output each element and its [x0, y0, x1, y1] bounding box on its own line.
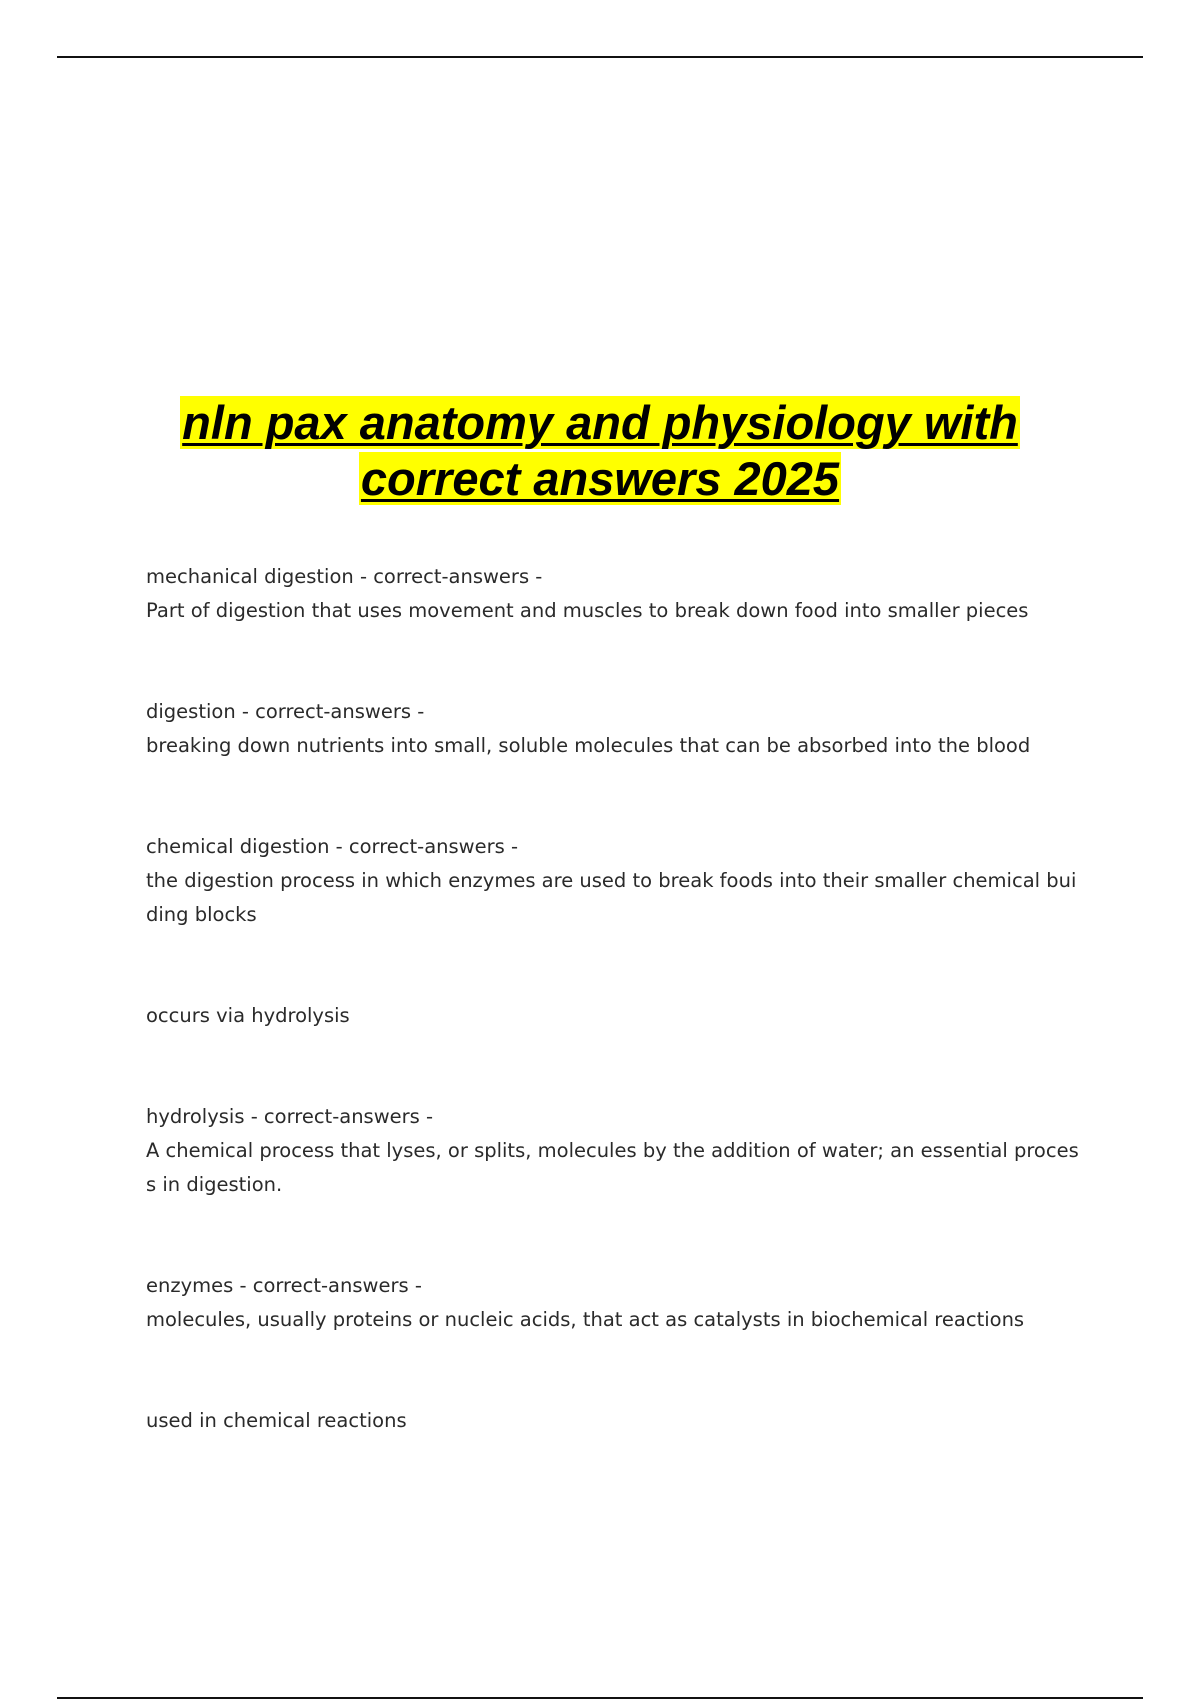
bottom-rule: [57, 1697, 1143, 1699]
qa-definition: A chemical process that lyses, or splits, molecules by the addition of water; an essential process in digestion.: [146, 1139, 1079, 1196]
qa-term: enzymes - correct-answers -: [146, 1274, 422, 1297]
qa-entry-enzymes: [146, 1269, 1081, 1337]
qa-entry-mechanical-digestion: [146, 560, 1081, 628]
title-line-2: correct answers 2025: [360, 452, 840, 505]
qa-definition: breaking down nutrients into small, soluble molecules that can be absorbed into the blood: [146, 734, 1031, 757]
qa-note: [146, 999, 1081, 1033]
qa-list: [146, 560, 1081, 1505]
qa-note-text: occurs via hydrolysis: [146, 1004, 350, 1027]
qa-entry-digestion: [146, 695, 1081, 763]
qa-note-text: used in chemical reactions: [146, 1409, 407, 1432]
qa-note: [146, 1404, 1081, 1438]
qa-term: digestion - correct-answers -: [146, 700, 425, 723]
top-rule: [57, 56, 1143, 58]
qa-definition: Part of digestion that uses movement and muscles to break down food into smaller pieces: [146, 599, 1029, 622]
title-line-1: nln pax anatomy and physiology with: [182, 396, 1018, 449]
qa-entry-hydrolysis: [146, 1100, 1081, 1202]
document-title: [100, 395, 1100, 507]
qa-entry-chemical-digestion: [146, 830, 1081, 932]
qa-term: chemical digestion - correct-answers -: [146, 835, 519, 858]
qa-term: mechanical digestion - correct-answers -: [146, 565, 543, 588]
qa-term: hydrolysis - correct-answers -: [146, 1105, 434, 1128]
qa-definition: the digestion process in which enzymes are used to break foods into their smaller chemical buiding blocks: [146, 869, 1077, 926]
qa-definition: molecules, usually proteins or nucleic acids, that act as catalysts in biochemical reactions: [146, 1308, 1025, 1331]
